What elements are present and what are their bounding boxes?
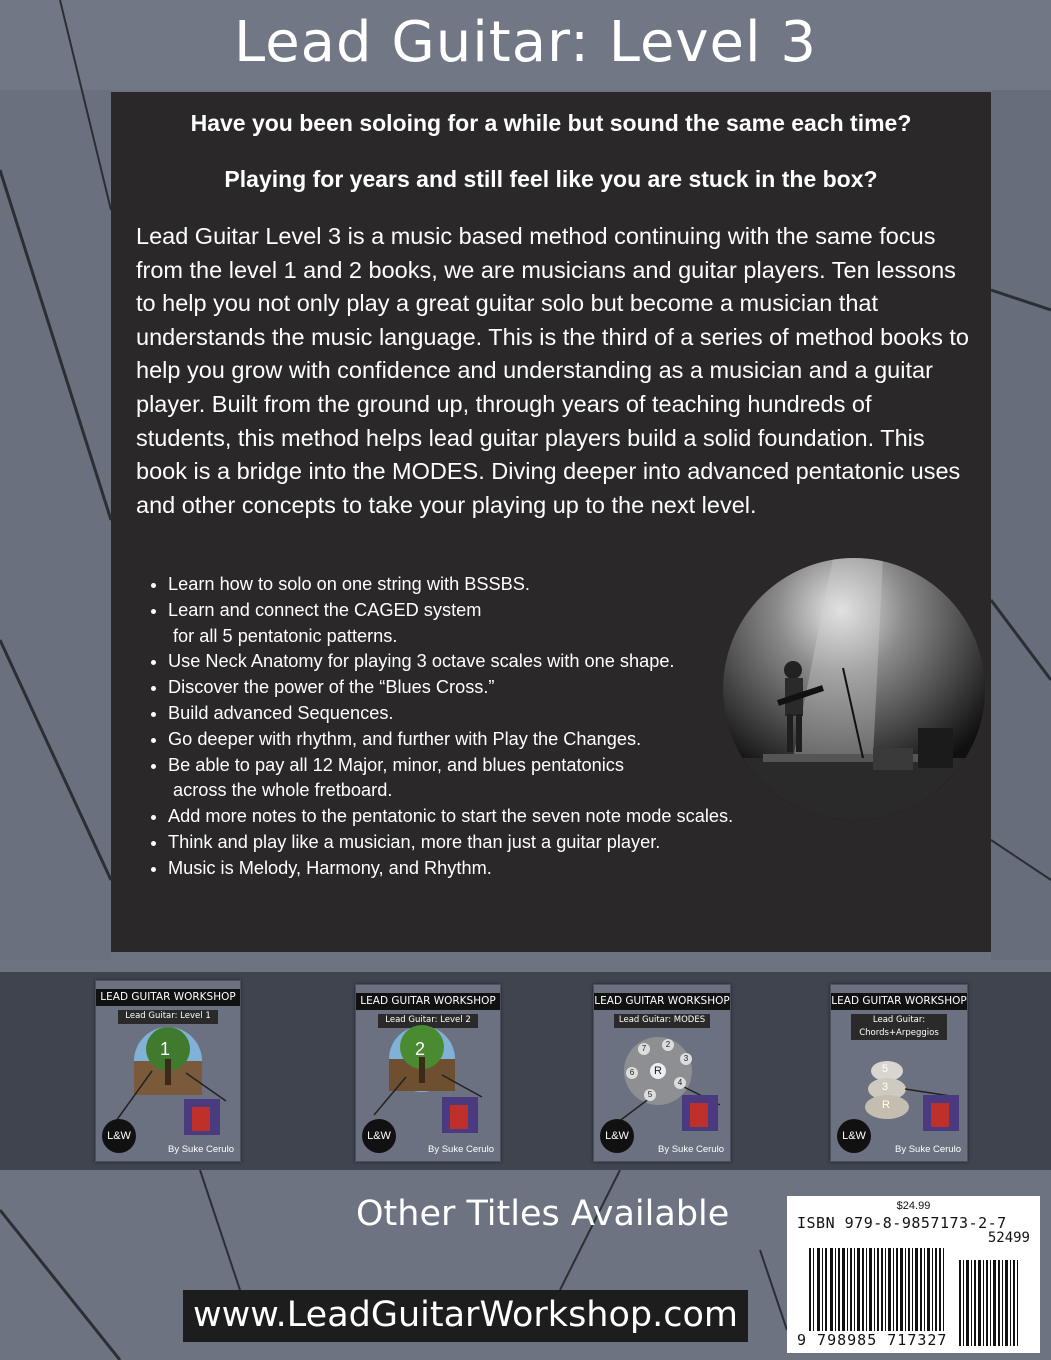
book-description: Lead Guitar Level 3 is a music based method continuing with the same focus from the level 1 and 2 books, we are musicians and guitar players. Ten lessons to help you not only play a great guitar solo but become a musician that understands the music language. This is the third of a series of method books to help you grow with confidence and understanding as a musician and a guitar player. Built from the ground up, through years of teaching hundreds of students, this method helps lead guitar players build a solid foundation. This book is a bridge into the MODES. Diving deeper into advanced pentatonic uses and other concepts to take your playing up to the next level. — [136, 223, 969, 518]
book-subtitle: Lead Guitar: MODES — [614, 1014, 710, 1028]
book-cover-chords-arpeggios[interactable] — [830, 984, 968, 1162]
stone-badge: 7 — [638, 1043, 650, 1055]
isbn-label: ISBN 979-8-9857173-2-7 — [797, 1214, 1007, 1232]
website-link[interactable]: www.LeadGuitarWorkshop.com — [183, 1290, 748, 1342]
brand-logo: L&W — [837, 1119, 871, 1153]
list-item: • Learn how to solo on one string with BSSBS. — [168, 572, 788, 598]
list-item: • Learn and connect the CAGED system for all 5 pentatonic patterns. — [168, 598, 788, 650]
list-item: • Be able to pay all 12 Major, minor, and blues pentatonics across the whole fretboard. — [168, 753, 788, 805]
brand-logo: L&W — [362, 1119, 396, 1153]
isbn-barcode — [787, 1196, 1040, 1353]
stone-badge: 3 — [680, 1053, 692, 1065]
concert-photo — [723, 558, 985, 820]
stone-label: 3 — [882, 1081, 889, 1093]
price-addon-code: 52499 — [987, 1230, 1030, 1246]
book-series-label: LEAD GUITAR WORKSHOP — [831, 993, 967, 1010]
stone-badge: 6 — [626, 1067, 638, 1079]
other-titles-heading: Other Titles Available — [356, 1194, 730, 1234]
book-author: By Suke Cerulo — [427, 1144, 494, 1155]
book-author: By Suke Cerulo — [894, 1144, 961, 1155]
list-item: • Add more notes to the pentatonic to start the seven note mode scales. — [168, 804, 788, 830]
barcode-digits: 9 798985 717327 — [797, 1331, 951, 1349]
list-item: • Discover the power of the “Blues Cross.” — [168, 675, 788, 701]
book-author: By Suke Cerulo — [657, 1144, 724, 1155]
page-title: Lead Guitar: Level 3 — [233, 10, 817, 75]
book-cover-modes[interactable] — [593, 984, 731, 1162]
stone-label: 5 — [882, 1063, 889, 1075]
feature-list — [143, 572, 788, 882]
brand-logo: L&W — [600, 1119, 634, 1153]
brand-logo: L&W — [102, 1119, 136, 1153]
question-heading-2: Playing for years and still feel like you are stuck in the box? — [224, 166, 878, 192]
stone-label: R — [882, 1099, 890, 1111]
book-number-badge: 1 — [160, 1039, 171, 1059]
list-item: • Go deeper with rhythm, and further with Play the Changes. — [168, 727, 788, 753]
stone-badge: 2 — [662, 1039, 674, 1051]
book-subtitle: Lead Guitar: Level 1 — [118, 1010, 218, 1024]
price-label: $24.99 — [896, 1200, 931, 1212]
stone-badge: 4 — [674, 1077, 686, 1089]
other-titles-strip — [0, 972, 1051, 1170]
book-cover-level-2[interactable] — [355, 984, 501, 1162]
list-item: • Think and play like a musician, more than just a guitar player. — [168, 830, 788, 856]
book-series-label: LEAD GUITAR WORKSHOP — [594, 993, 730, 1010]
book-author: By Suke Cerulo — [167, 1144, 234, 1155]
book-cover-level-1[interactable] — [95, 980, 241, 1162]
book-number-badge: 2 — [415, 1039, 426, 1059]
list-item: • Music is Melody, Harmony, and Rhythm. — [168, 856, 788, 882]
description-panel — [111, 92, 991, 952]
list-item: • Build advanced Sequences. — [168, 701, 788, 727]
book-series-label: LEAD GUITAR WORKSHOP — [356, 993, 500, 1010]
stone-badge: R — [650, 1063, 666, 1079]
book-subtitle: Lead Guitar: Chords+Arpeggios — [851, 1014, 947, 1040]
stone-badge: 5 — [644, 1089, 656, 1101]
question-heading-1: Have you been soloing for a while but sound the same each time? — [190, 110, 912, 136]
list-item: • Use Neck Anatomy for playing 3 octave scales with one shape. — [168, 649, 788, 675]
book-series-label: LEAD GUITAR WORKSHOP — [96, 989, 240, 1006]
book-subtitle: Lead Guitar: Level 2 — [378, 1014, 478, 1028]
